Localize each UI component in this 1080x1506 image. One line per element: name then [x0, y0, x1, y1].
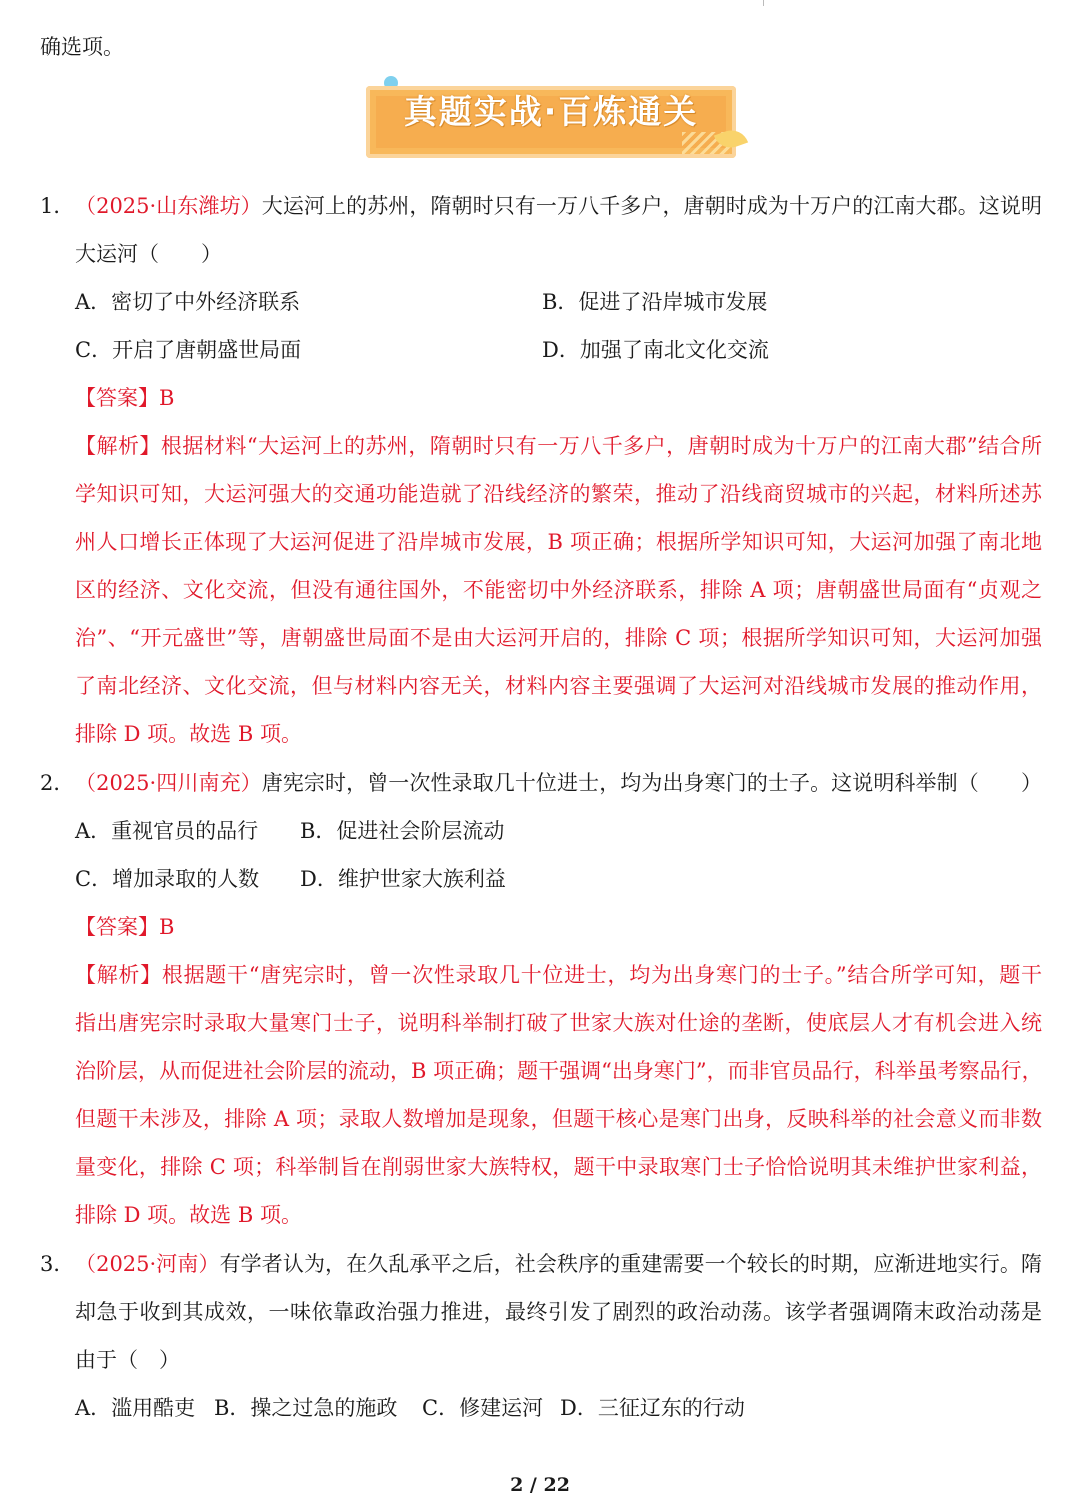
question-stem-cont: 由于（ ） — [75, 1348, 180, 1372]
option-b: B．促进了沿岸城市发展 — [542, 290, 768, 314]
page-number: 2 / 22 — [510, 1474, 570, 1496]
analysis-line: 治”、“开元盛世”等，唐朝盛世局面不是由大运河开启的，排除 C 项；根据所学知识可知，大运河加强 — [75, 626, 1042, 650]
intro-tail: 确选项。 — [40, 35, 124, 59]
answer: 【答案】B — [75, 386, 175, 410]
question-stem: 大运河上的苏州，隋朝时只有一万八千多户，唐朝时成为十万户的江南大郡。这说明 — [261, 194, 1042, 218]
analysis-line: 学知识可知，大运河强大的交通功能造就了沿线经济的繁荣，推动了沿线商贸城市的兴起，材料所述苏 — [75, 482, 1042, 506]
analysis-line: 根据题干“唐宪宗时，曾一次性录取几十位进士，均为出身寒门的士子。”结合所学可知，题干 — [161, 963, 1043, 987]
option-d: D．加强了南北文化交流 — [542, 338, 769, 362]
question-source: （2025·河南） — [75, 1252, 220, 1276]
analysis-label: 【解析】 — [75, 963, 162, 987]
analysis-line: 指出唐宪宗时录取大量寒门士子，说明科举制打破了世家大族对仕途的垄断，使底层人才有机会进入统 — [75, 1011, 1042, 1035]
analysis-line: 州人口增长正体现了大运河促进了沿岸城市发展，B 项正确；根据所学知识可知，大运河加强了南北地 — [75, 530, 1042, 554]
question-number: 1． — [40, 194, 75, 218]
analysis-line: 区的经济、文化交流，但没有通往国外，不能密切中外经济联系，排除 A 项；唐朝盛世局面有“贞观之 — [75, 578, 1042, 602]
option-d: D．维护世家大族利益 — [300, 867, 506, 891]
option-c: C．修建运河 — [422, 1396, 544, 1420]
analysis-line: 治阶层，从而促进社会阶层的流动，B 项正确；题干强调“出身寒门”，而非官员品行，科举虽考察品行， — [75, 1059, 1043, 1083]
question-stem-cont: 却急于收到其成效，一味依靠政治强力推进，最终引发了剧烈的政治动荡。该学者强调隋末政治动荡是 — [75, 1300, 1042, 1324]
analysis-line: 量变化，排除 C 项；科举制旨在削弱世家大族特权，题干中录取寒门士子恰恰说明其未维护世家利益， — [75, 1155, 1042, 1179]
banner-box — [366, 86, 736, 158]
option-c: C．开启了唐朝盛世局面 — [75, 338, 302, 362]
question-number: 3． — [40, 1252, 75, 1276]
analysis-line: 排除 D 项。故选 B 项。 — [75, 1203, 302, 1227]
analysis-line: 但题干未涉及，排除 A 项；录取人数增加是现象，但题干核心是寒门出身，反映科举的社会意义而非数 — [75, 1107, 1042, 1131]
top-tick — [763, 0, 764, 6]
question-source: （2025·山东潍坊） — [75, 194, 262, 218]
option-a: A．重视官员的品行 — [75, 819, 259, 843]
analysis-line: 根据材料“大运河上的苏州，隋朝时只有一万八千多户，唐朝时成为十万户的江南大郡”结合所 — [160, 434, 1043, 458]
option-a: A．密切了中外经济联系 — [75, 290, 301, 314]
option-b: B．操之过急的施政 — [214, 1396, 398, 1420]
option-b: B．促进社会阶层流动 — [300, 819, 505, 843]
analysis-label: 【解析】 — [75, 434, 161, 458]
answer: 【答案】B — [75, 915, 175, 939]
question-stem-cont: 大运河（ ） — [75, 242, 222, 266]
question-source: （2025·四川南充） — [75, 771, 262, 795]
option-c: C．增加录取的人数 — [75, 867, 260, 891]
option-d: D．三征辽东的行动 — [560, 1396, 745, 1420]
question-number: 2． — [40, 771, 75, 795]
section-banner — [360, 74, 746, 164]
option-a: A．滥用酷吏 — [75, 1396, 196, 1420]
analysis-line: 排除 D 项。故选 B 项。 — [75, 722, 302, 746]
banner-title: 真题实战·百炼通关 — [403, 92, 699, 131]
question-stem: 有学者认为，在久乱承平之后，社会秩序的重建需要一个较长的时期，应渐进地实行。隋 — [219, 1252, 1042, 1276]
question-stem: 唐宪宗时，曾一次性录取几十位进士，均为出身寒门的士子。这说明科举制（ ） — [261, 771, 1042, 795]
analysis-line: 了南北经济、文化交流，但与材料内容无关，材料内容主要强调了大运河对沿线城市发展的推动作用， — [75, 674, 1042, 698]
